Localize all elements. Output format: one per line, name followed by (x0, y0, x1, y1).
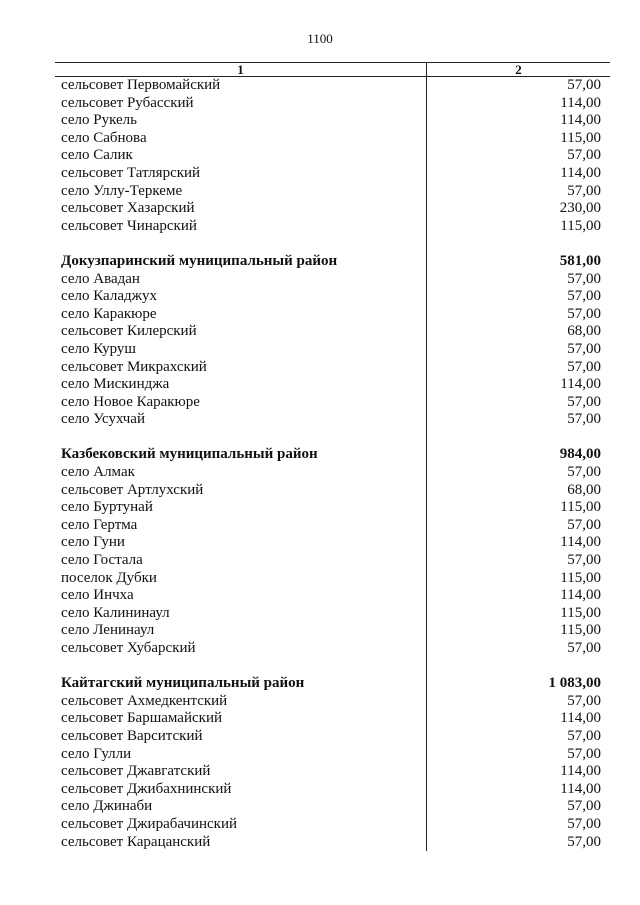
allocation-value: 57,00 (567, 393, 601, 410)
table-row (55, 517, 610, 535)
column-2-header: 2 (515, 62, 522, 77)
table-row (55, 341, 610, 359)
table-row (55, 147, 610, 165)
blank-row (55, 235, 610, 253)
table-row (55, 763, 610, 781)
settlement-name: сельсовет Джирабачинский (61, 815, 238, 832)
settlement-name: сельсовет Артлухский (61, 481, 204, 498)
allocation-value: 57,00 (567, 692, 601, 709)
settlement-name: село Алмак (61, 464, 135, 481)
table-body (55, 77, 610, 851)
district-total-value: 1 083,00 (548, 675, 601, 692)
table-row (55, 499, 610, 517)
settlement-name: село Гуни (61, 534, 125, 551)
table-row (55, 587, 610, 605)
settlement-name: сельсовет Варситский (61, 727, 203, 744)
settlement-name: село Калининаул (61, 604, 170, 621)
page-number: 1100 (307, 31, 333, 46)
allocation-value: 114,00 (560, 164, 601, 181)
column-divider (426, 77, 427, 851)
table-row (55, 411, 610, 429)
settlement-name: сельсовет Баршамайский (61, 710, 222, 727)
settlement-name: сельсовет Джавгатский (61, 763, 211, 780)
district-total-row (55, 675, 610, 693)
settlement-name: сельсовет Джибахнинский (61, 780, 232, 797)
table-row (55, 394, 610, 412)
table-row (55, 834, 610, 852)
settlement-name: сельсовет Ахмедкентский (61, 692, 228, 709)
allocation-value: 57,00 (567, 516, 601, 533)
table-row (55, 218, 610, 236)
table-row (55, 640, 610, 658)
allocation-value: 114,00 (560, 587, 601, 604)
district-name: Докузпаринский муниципальный район (61, 252, 338, 269)
settlement-name: село Авадан (61, 270, 140, 287)
table-row (55, 359, 610, 377)
settlement-name: село Джинаби (61, 798, 153, 815)
allocation-value: 114,00 (560, 376, 601, 393)
allocation-value: 57,00 (567, 464, 601, 481)
settlement-name: село Ленинаул (61, 622, 155, 639)
district-name: Кайтагский муниципальный район (61, 675, 305, 692)
allocation-value: 115,00 (560, 569, 601, 586)
allocation-value: 57,00 (567, 305, 601, 322)
allocation-value: 57,00 (567, 182, 601, 199)
settlement-name: село Каладжух (61, 288, 157, 305)
allocation-value: 115,00 (560, 604, 601, 621)
district-total-value: 581,00 (559, 252, 601, 269)
table-row (55, 605, 610, 623)
settlement-name: село Каракюре (61, 305, 157, 322)
table-row (55, 183, 610, 201)
blank-row (55, 429, 610, 447)
table-row (55, 165, 610, 183)
allocation-value: 68,00 (567, 323, 601, 340)
settlement-name: сельсовет Хубарский (61, 640, 196, 656)
table-header (55, 62, 610, 77)
settlement-name: сельсовет Татлярский (61, 164, 201, 181)
settlement-name: сельсовет Карацанский (61, 833, 211, 850)
table-row (55, 781, 610, 799)
table-row (55, 552, 610, 570)
table-row (55, 306, 610, 324)
allocation-value: 68,00 (567, 481, 601, 498)
allocation-value: 57,00 (567, 288, 601, 305)
table-row (55, 464, 610, 482)
settlement-name: село Сабнова (61, 129, 147, 146)
settlement-name: сельсовет Рубасский (61, 94, 194, 111)
district-total-row (55, 446, 610, 464)
allocation-value: 57,00 (567, 270, 601, 287)
table-row (55, 534, 610, 552)
allocation-value: 57,00 (567, 640, 601, 656)
allocation-value: 57,00 (567, 147, 601, 164)
table-row (55, 798, 610, 816)
allocation-value: 57,00 (567, 798, 601, 815)
settlement-name: село Салик (61, 147, 133, 164)
settlement-name: село Новое Каракюре (61, 393, 200, 410)
allocation-value: 57,00 (567, 745, 601, 762)
table-row (55, 728, 610, 746)
settlement-name: село Рукель (61, 112, 137, 129)
allocation-value: 114,00 (560, 780, 601, 797)
settlement-name: сельсовет Первомайский (61, 77, 221, 93)
table-row (55, 323, 610, 341)
allocation-value: 115,00 (560, 129, 601, 146)
allocation-value: 115,00 (560, 499, 601, 516)
table-row (55, 77, 610, 95)
table-row (55, 95, 610, 113)
allocation-value: 114,00 (560, 710, 601, 727)
settlement-name: сельсовет Микрахский (61, 358, 207, 375)
settlement-name: село Инчха (61, 587, 134, 604)
table-row (55, 130, 610, 148)
settlement-name: село Мискинджа (61, 376, 170, 393)
table-row (55, 746, 610, 764)
allocation-value: 57,00 (567, 833, 601, 850)
district-total-value: 984,00 (559, 446, 601, 463)
table-row (55, 271, 610, 289)
settlement-name: сельсовет Килерский (61, 323, 197, 340)
settlement-name: село Буртунай (61, 499, 153, 516)
blank-row (55, 658, 610, 676)
district-total-row (55, 253, 610, 271)
table-row (55, 200, 610, 218)
settlement-name: село Усухчай (61, 411, 145, 428)
allocation-value: 115,00 (560, 622, 601, 639)
table-row (55, 816, 610, 834)
settlement-name: село Куруш (61, 340, 136, 357)
table-row (55, 112, 610, 130)
allocation-value: 57,00 (567, 727, 601, 744)
district-name: Казбековский муниципальный район (61, 446, 318, 463)
column-1-header: 1 (55, 63, 427, 76)
allocation-value: 115,00 (560, 217, 601, 234)
allocation-value: 57,00 (567, 815, 601, 832)
allocation-value: 57,00 (567, 340, 601, 357)
allocation-value: 114,00 (560, 763, 601, 780)
table-row (55, 482, 610, 500)
allocation-value: 57,00 (567, 358, 601, 375)
table-row (55, 376, 610, 394)
settlement-name: село Уллу-Теркеме (61, 182, 183, 199)
allocation-value: 57,00 (567, 77, 601, 93)
allocation-value: 230,00 (559, 200, 601, 217)
table-row (55, 710, 610, 728)
allocation-value: 57,00 (567, 411, 601, 428)
allocation-value: 114,00 (560, 94, 601, 111)
settlement-name: село Гертма (61, 516, 138, 533)
table-row (55, 570, 610, 588)
settlement-name: село Гостала (61, 552, 143, 569)
allocation-table (55, 62, 610, 851)
allocation-value: 114,00 (560, 112, 601, 129)
allocation-value: 114,00 (560, 534, 601, 551)
settlement-name: сельсовет Чинарский (61, 217, 197, 234)
settlement-name: поселок Дубки (61, 569, 157, 586)
table-row (55, 288, 610, 306)
allocation-value: 57,00 (567, 552, 601, 569)
table-row (55, 622, 610, 640)
settlement-name: село Гулли (61, 745, 132, 762)
table-row (55, 693, 610, 711)
settlement-name: сельсовет Хазарский (61, 200, 195, 217)
